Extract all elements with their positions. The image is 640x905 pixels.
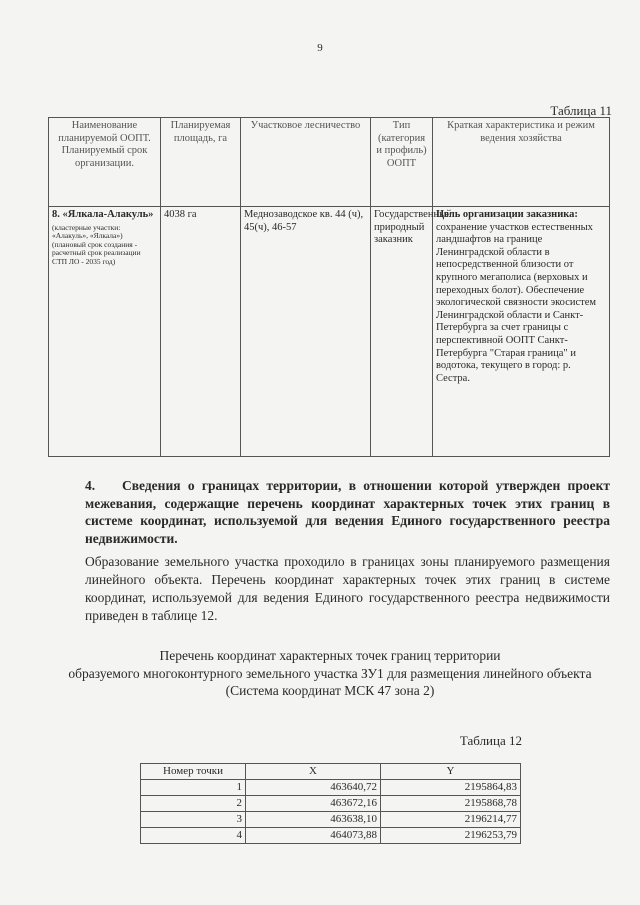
table-row bbox=[49, 207, 610, 457]
table12-header-x: X bbox=[246, 764, 381, 780]
table11-cell-description bbox=[433, 207, 610, 457]
point-number: 2 bbox=[141, 796, 246, 812]
table11-header-row bbox=[49, 118, 610, 207]
point-y: 2195864,83 bbox=[381, 780, 521, 796]
table-row bbox=[141, 812, 521, 828]
table-row bbox=[141, 828, 521, 844]
table11-caption: Таблица 11 bbox=[550, 103, 612, 118]
oopt-name: 8. «Ялкала-Алакуль» bbox=[52, 209, 154, 220]
point-number: 1 bbox=[141, 780, 246, 796]
aim-label: Цель организации заказника: bbox=[436, 209, 578, 220]
table11-header-description: Краткая характеристика и режим ведения хозяйства bbox=[433, 118, 610, 207]
table12-heading bbox=[50, 647, 610, 700]
table11-cell-name bbox=[49, 207, 161, 457]
table11-cell-type: Государственный природный заказник bbox=[371, 207, 433, 457]
table12-header-y: Y bbox=[381, 764, 521, 780]
table11-cell-area: 4038 га bbox=[161, 207, 241, 457]
page-number: 9 bbox=[317, 42, 323, 54]
point-y: 2195868,78 bbox=[381, 796, 521, 812]
point-y: 2196253,79 bbox=[381, 828, 521, 844]
table-12 bbox=[140, 763, 521, 844]
point-x: 464073,88 bbox=[246, 828, 381, 844]
section-4-heading bbox=[85, 477, 610, 547]
section-4-text: Сведения о границах территории, в отношении которой утвержден проект межевания, содержащие перечень координат характерных точек этих границ в системе координат, используемой для ведения Единого государственного реестра недвижимости. bbox=[85, 478, 610, 546]
table-row bbox=[141, 796, 521, 812]
point-number: 4 bbox=[141, 828, 246, 844]
point-number: 3 bbox=[141, 812, 246, 828]
point-x: 463638,10 bbox=[246, 812, 381, 828]
point-x: 463640,72 bbox=[246, 780, 381, 796]
section-4-number: 4. bbox=[85, 478, 96, 493]
table12-header-point: Номер точки bbox=[141, 764, 246, 780]
body-paragraph: Образование земельного участка проходило в границах зоны планируемого размещения линейного объекта. Перечень координат характерных точек этих границ в системе координат, используемой для ведения Единого государственного реестра недвижимости приведен в таблице 12. bbox=[85, 554, 610, 623]
table12-header-row bbox=[141, 764, 521, 780]
point-y: 2196214,77 bbox=[381, 812, 521, 828]
aim-text: сохранение участков естественных ландшафтов на границе Ленинградской области в непосредственной близости от крупного мегаполиса (верховых и переходных болот). Обеспечение экологической связности экосистем Ленинградской области и Санкт-Петербурга за счет границы с перспективной ООПТ Санкт-Петербурга "Старая граница" и водотока, текущего в город: р. Сестра. bbox=[436, 221, 597, 384]
table11-header-type: Тип (категория и профиль) ООПТ bbox=[371, 118, 433, 207]
table-11 bbox=[48, 117, 610, 457]
oopt-note: (кластерные участки: «Алакуль», «Ялкала») (плановый срок создания - расчетный срок реализации СТП ЛО - 2035 год) bbox=[52, 222, 141, 267]
table12-heading-line2: образуемого многоконтурного земельного участка ЗУ1 для размещения линейного объекта bbox=[68, 665, 592, 681]
table11-header-forestry: Участковое лесничество bbox=[241, 118, 371, 207]
table12-caption: Таблица 12 bbox=[459, 733, 522, 748]
table11-cell-forestry: Меднозаводское кв. 44 (ч), 45(ч), 46-57 bbox=[241, 207, 371, 457]
table11-header-name: Наименование планируемой ООПТ. Планируемый срок организации. bbox=[49, 118, 161, 207]
point-x: 463672,16 bbox=[246, 796, 381, 812]
table-row bbox=[141, 780, 521, 796]
table12-heading-line3: (Система координат МСК 47 зона 2) bbox=[225, 683, 435, 699]
table11-header-area: Планируемая площадь, га bbox=[161, 118, 241, 207]
table12-heading-line1: Перечень координат характерных точек границ территории bbox=[159, 648, 501, 663]
